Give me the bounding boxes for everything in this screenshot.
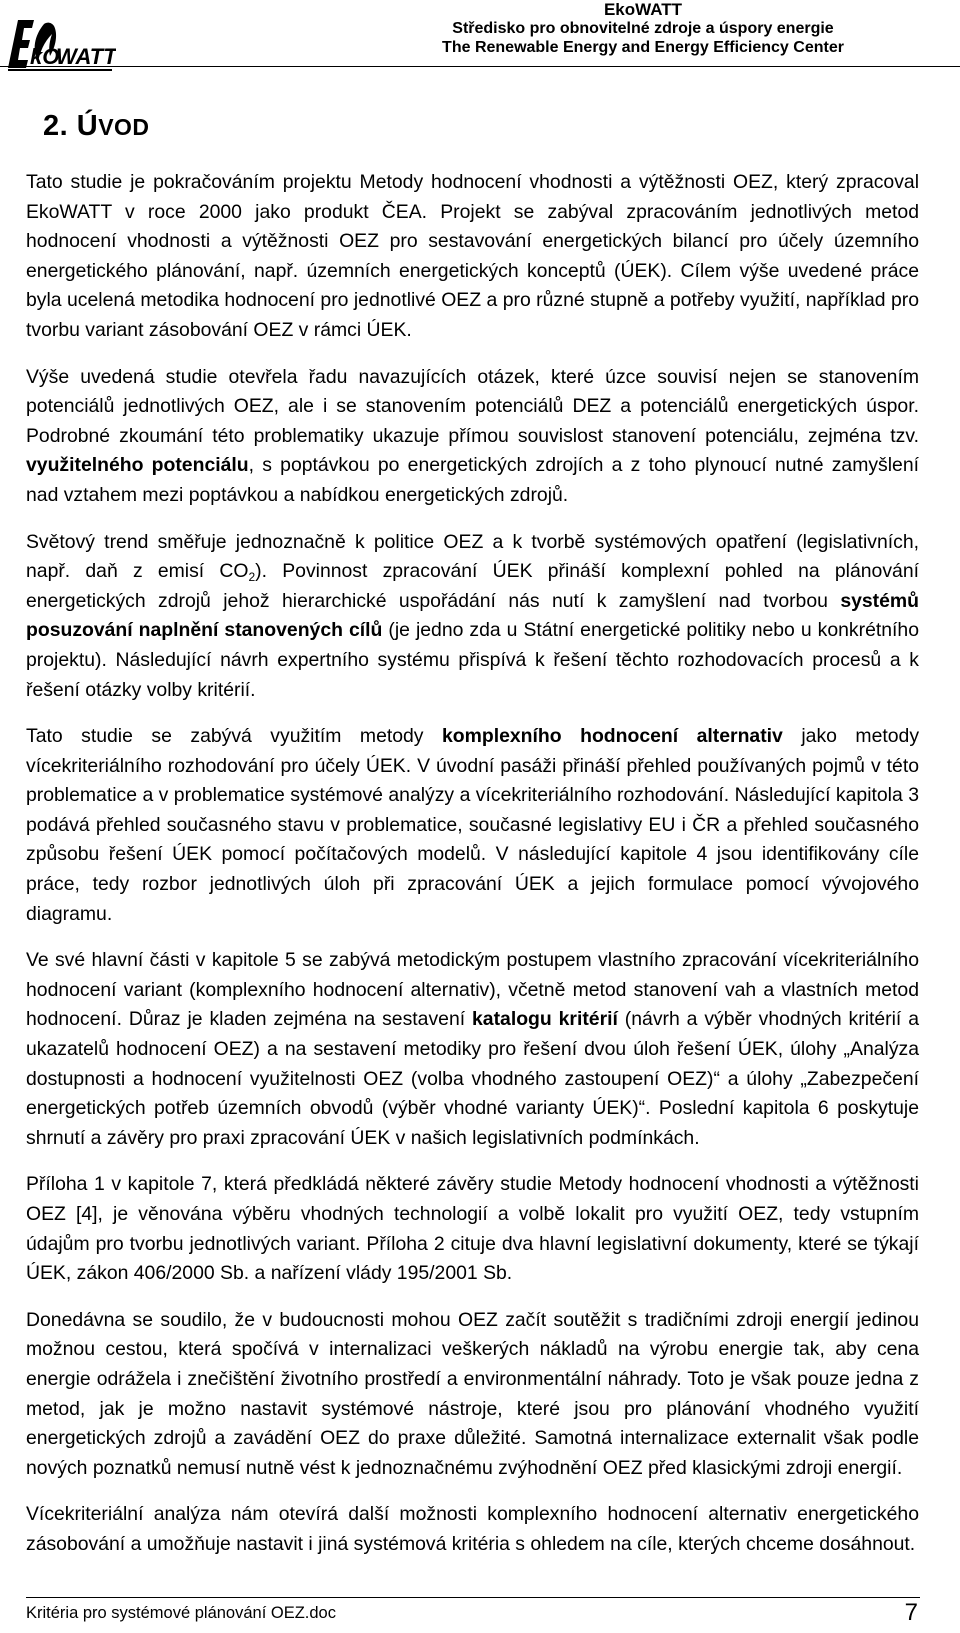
org-subtitle-en: The Renewable Energy and Energy Efficiency Center	[442, 39, 844, 56]
section-title-initial: Ú	[76, 110, 99, 142]
emphasis-text: katalogu kritérií	[472, 1008, 618, 1031]
subscript: 2	[248, 570, 256, 585]
paragraph	[26, 946, 919, 1153]
paragraph	[26, 1500, 919, 1559]
paragraph	[26, 363, 919, 511]
text-run: Donedávna se soudilo, že v budoucnosti mohou OEZ začít soutěžit s tradičními zdroji energií jedinou možnou cestou, která spočívá v internalizaci veškerých nákladů na výrobu energie tak, aby cena energie odrážela i znečištění životního prostředí a environmentální náhrady. Toto je však pouze jedna z metod, jak je možno nastavit systémové nástroje, které jsou pro plánování vhodného využití energetických zdrojů a zavádění OEZ do praxe důležité. Samotná internalizace externalit však podle nových poznatků nemusí nutně vést k jednoznačnému zvýhodnění OEZ před klasickými zdroji energií.	[26, 1308, 919, 1479]
emphasis-text: systémů posuzování naplnění stanovených cílů	[26, 589, 919, 642]
svg-text:kO: kO	[30, 44, 60, 69]
header-divider	[0, 66, 960, 67]
footer-divider	[26, 1597, 920, 1598]
text-run: ). Povinnost zpracování ÚEK přináší komplexní pohled na plánování energetických zdrojů jehož hierarchické uspořádání nás nutí k zamyšlení nad tvorbou	[26, 560, 919, 612]
svg-text:WATT: WATT	[56, 44, 116, 69]
page-header	[0, 0, 960, 92]
text-run: Příloha 1 v kapitole 7, která předkládá některé závěry studie Metody hodnocení vhodnosti a výtěžnosti OEZ [4], je věnována výběru vhodných technologií a volbě lokalit pro využití OEZ, tedy vstupním údajům pro tvorbu jednotlivých variant. Příloha 2 cituje dva hlavní legislativní dokumenty, které se týkají ÚEK, zákon 406/2000 Sb. a nařízení vlády 195/2001 Sb.	[26, 1173, 919, 1285]
body-text	[26, 168, 919, 1577]
org-name: EkoWATT	[603, 0, 683, 19]
header-text	[150, 0, 946, 57]
text-run: Vícekriteriální analýza nám otevírá další možnosti komplexního hodnocení alternativ energetického zásobování a umožňuje nastavit i jiná systémová kritéria s ohledem na cíle, kterých chceme dosáhnout.	[26, 1503, 919, 1555]
ekowatt-logo	[4, 6, 116, 78]
paragraph	[26, 1170, 919, 1288]
text-run: (návrh a výběr vhodných kritérií a ukazatelů hodnocení OEZ) a na sestavení metodiky pro řešení dvou úloh řešení ÚEK, úlohy „Analýza dostupnosti a hodnocení využitelnosti OEZ (volba vhodného zastoupení OEZ)“ a úlohy „Zabezpečení energetických potřeb územních obvodů (výběr vhodné varianty ÚEK)“. Poslední kapitola 6 poskytuje shrnutí a závěry pro praxi zpracování ÚEK v našich legislativních podmínkách.	[26, 1008, 919, 1149]
text-run: , s poptávkou po energetických zdrojích a z toho plynoucí nutné zamyšlení nad vztahem mezi poptávkou a nabídkou energetických zdrojů.	[26, 454, 920, 506]
text-run: Tato studie se zabývá využitím metody	[26, 725, 443, 748]
text-run: Ve své hlavní části v kapitole 5 se zabývá metodickým postupem vlastního zpracování vícekriteriálního hodnocení variant (komplexního hodnocení alternativ), včetně metod stanovení vah a vlastních metod hodnocení. Důraz je kladen zejména na sestavení	[26, 949, 919, 1031]
paragraph	[26, 168, 919, 346]
text-run: Světový trend směřuje jednoznačně k politice OEZ a k tvorbě systémových opatření (legislativních, např. daň z emisí CO	[26, 530, 919, 583]
section-number: 2.	[43, 110, 69, 142]
section-heading	[43, 110, 150, 143]
footer-document-name: Kritéria pro systémové plánování OEZ.doc	[26, 1604, 336, 1622]
emphasis-text: využitelného potenciálu	[26, 454, 249, 477]
paragraph	[26, 722, 919, 929]
text-run: Výše uvedená studie otevřela řadu navazujících otázek, které úzce souvisí nejen se stanovením potenciálů jednotlivých OEZ, ale i se stanovením potenciálů DEZ a potenciálů energetických úspor. Podrobné zkoumání této problematiky ukazuje přímou souvislost stanovení potenciálu, zejména tzv.	[26, 365, 919, 447]
paragraph	[26, 528, 919, 706]
text-run: (je jedno zda u Státní energetické politiky nebo u konkrétního projektu). Následující návrh expertního systému přispívá k řešení těchto rozhodovacích procesů a k řešení otázky volby kritérií.	[26, 619, 919, 701]
text-run: Tato studie je pokračováním projektu Metody hodnocení vhodnosti a výtěžnosti OEZ, který zpracoval EkoWATT v roce 2000 jako produkt ČEA. Projekt se zabýval zpracováním jednotlivých metod hodnocení vhodnosti a výtěžnosti OEZ pro sestavování energetických bilancí pro účely územního energetického plánování, např. územních energetických konceptů (ÚEK). Cílem výše uvedené práce byla ucelená metodika hodnocení pro jednotlivé OEZ a pro různé stupně a potřeby využití, například pro tvorbu variant zásobování OEZ v rámci ÚEK.	[26, 171, 919, 341]
text-run: jako metody vícekriteriálního rozhodování pro účely ÚEK. V úvodní pasáži přináší přehled používaných pojmů v této problematice a v problematice systémové analýzy a vícekriteriálního rozhodování. Následující kapitola 3 podává přehled současného stavu v problematice, současné legislativy EU i ČR a přehled současného způsobu řešení ÚEK pomocí počítačových modelů. V následující kapitole 4 jsou identifikovány cíle práce, tedy rozbor jednotlivých úloh při zpracování ÚEK a jejich formulace pomocí vývojového diagramu.	[26, 725, 920, 925]
section-title-rest: VOD	[98, 114, 150, 140]
org-subtitle-cz: Středisko pro obnovitelné zdroje a úspory energie	[452, 20, 834, 37]
page-number: 7	[904, 1599, 918, 1626]
emphasis-text: komplexního hodnocení alternativ	[442, 725, 783, 748]
paragraph	[26, 1306, 919, 1484]
